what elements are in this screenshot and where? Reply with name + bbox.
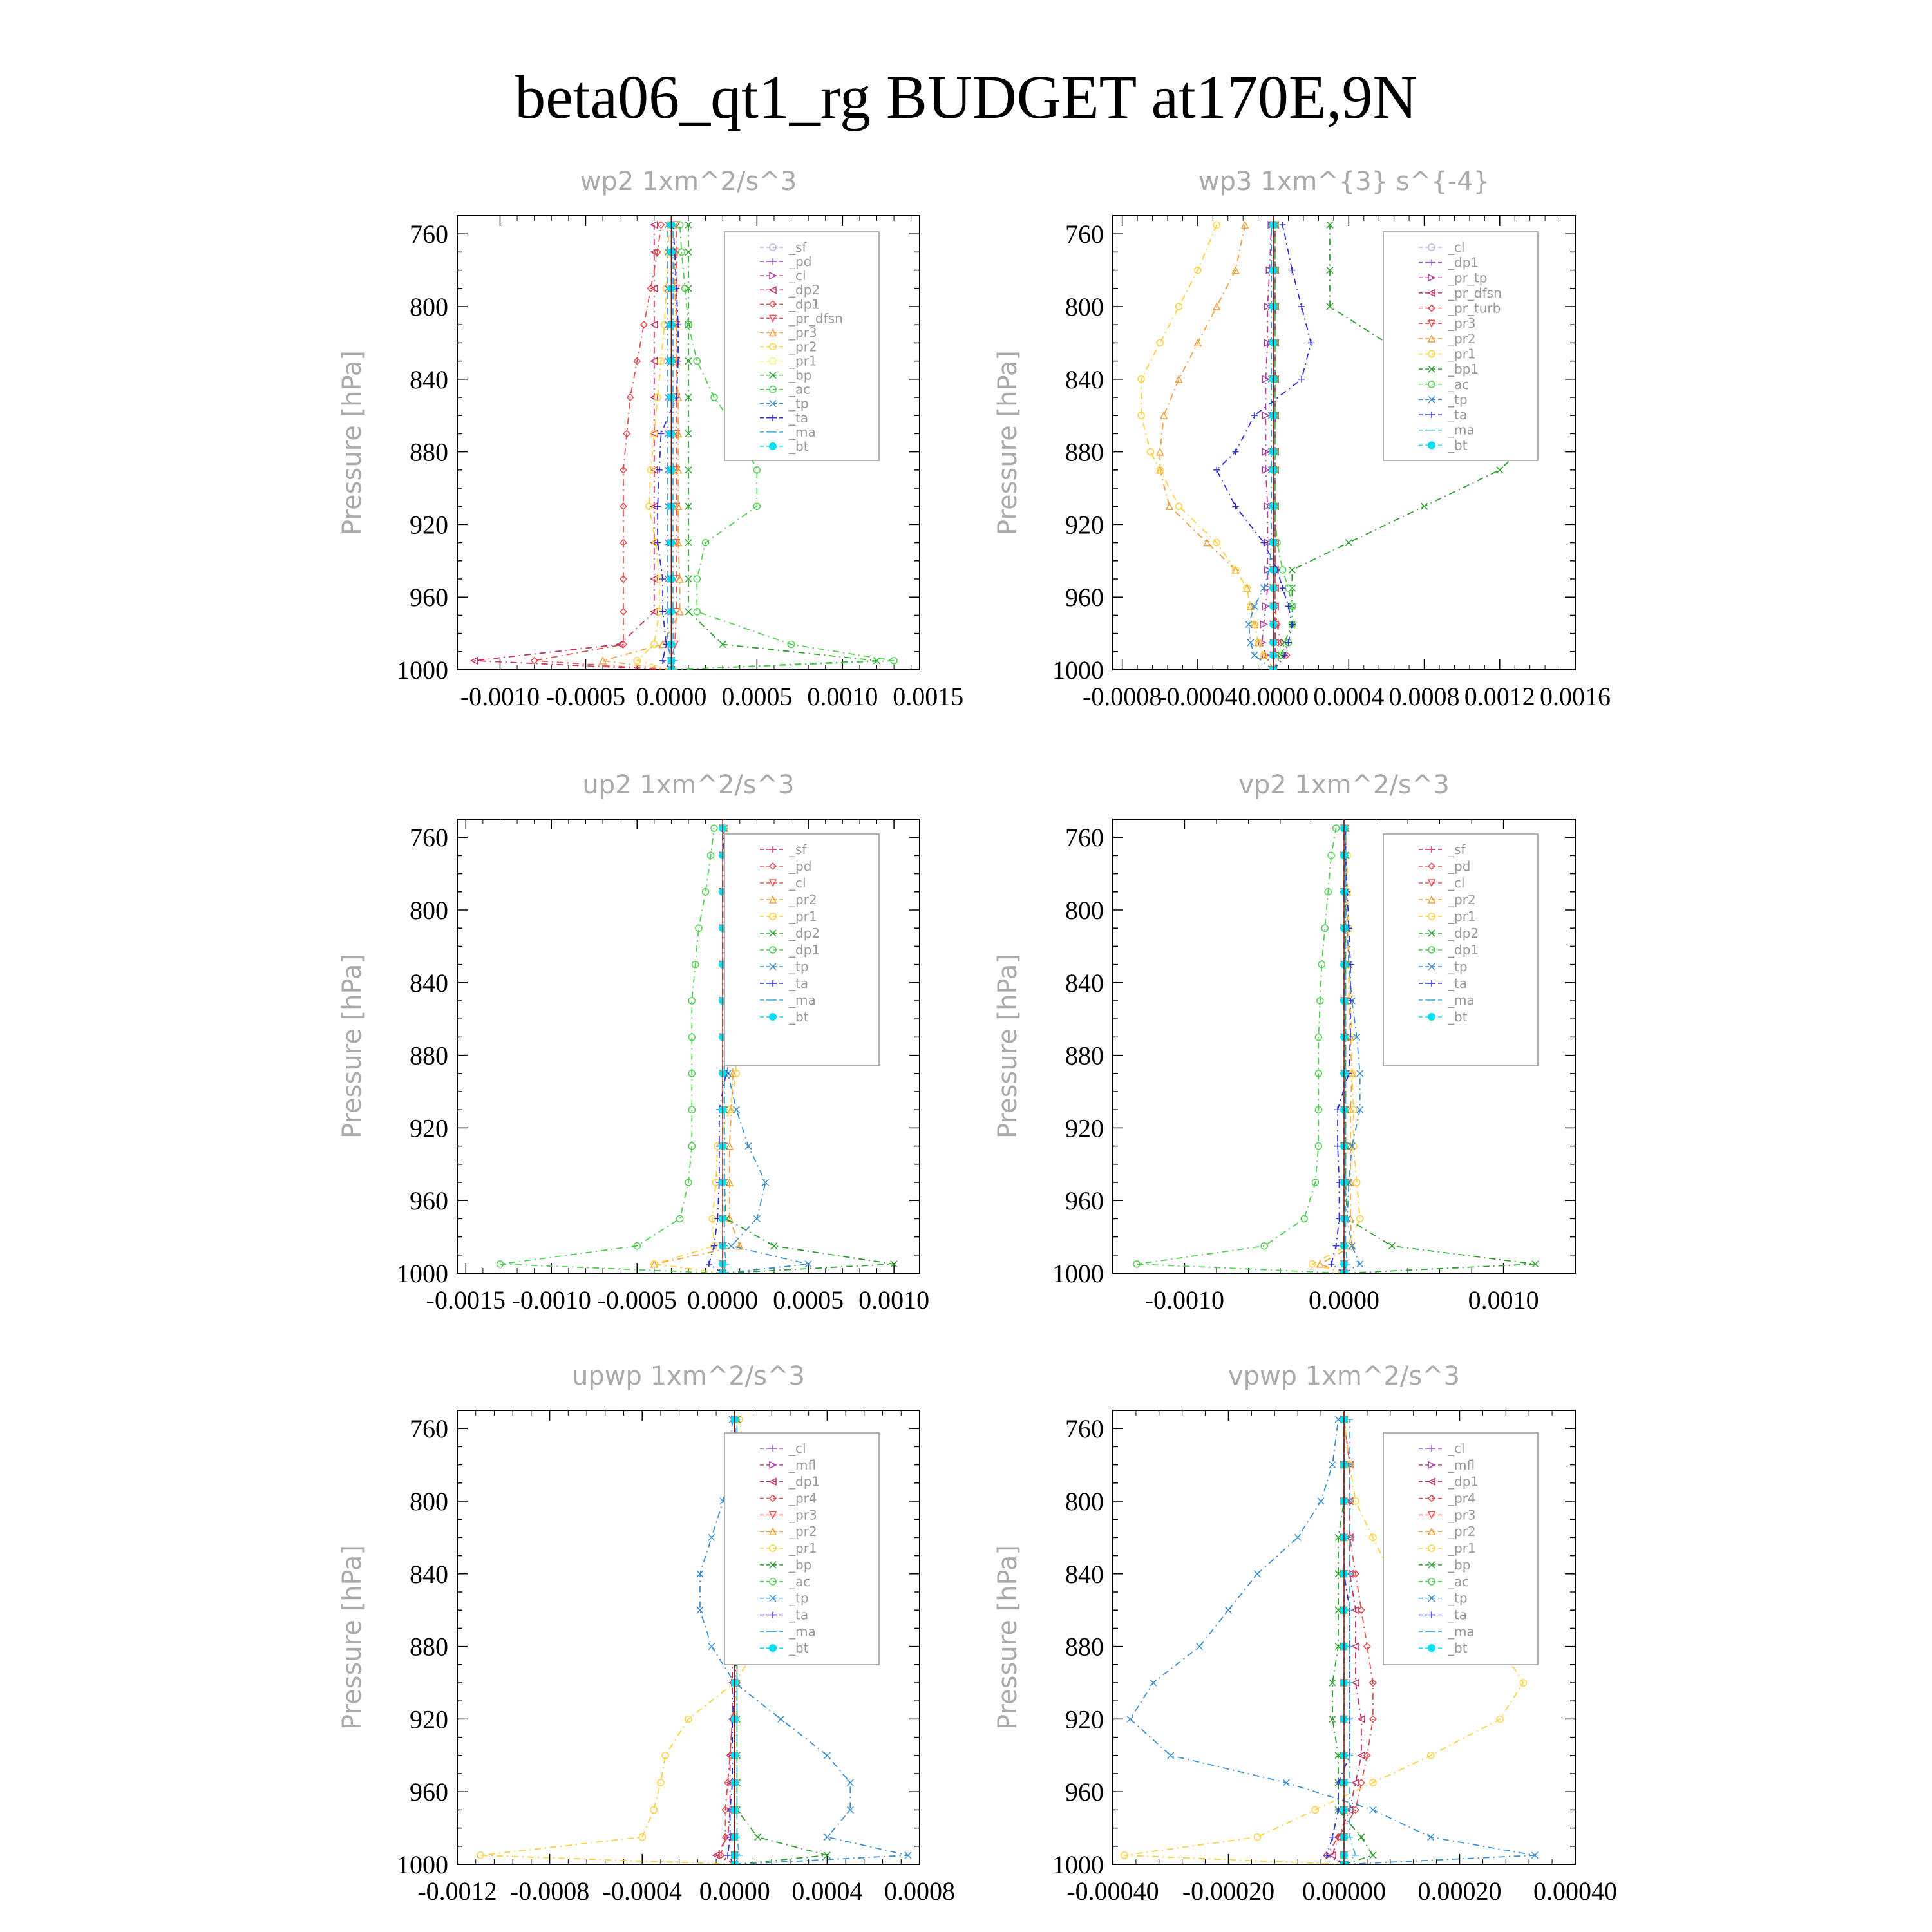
legend-label: _tp (1448, 1590, 1468, 1606)
series-line-dp1 (1329, 1416, 1365, 1868)
legend-label: _bt (1448, 437, 1468, 453)
legend-label: _ma (789, 424, 816, 440)
y-tick-label: 880 (410, 437, 448, 467)
legend-label: _pr2 (789, 339, 817, 355)
x-tick-label: -0.0012 (417, 1877, 497, 1906)
legend-label: _dp2 (1448, 925, 1479, 941)
legend-label: _ta (1448, 407, 1468, 423)
x-tick-label: 0.0008 (884, 1877, 955, 1906)
legend-label: _tp (789, 395, 809, 412)
y-tick-label: 920 (1065, 510, 1104, 540)
legend-label: _pd (789, 858, 812, 874)
legend-label: _ta (789, 976, 809, 991)
x-tick-label: -0.0010 (1144, 1285, 1225, 1314)
y-axis-label: Pressure [hPa] (993, 350, 1023, 535)
y-tick-label: 1000 (1052, 1850, 1104, 1879)
legend-label: _bp (789, 1557, 812, 1573)
x-tick-label: 0.0004 (1313, 682, 1385, 711)
legend-label: _ac (1448, 376, 1470, 392)
y-axis-label: Pressure [hPa] (993, 954, 1023, 1139)
y-tick-label: 840 (410, 968, 448, 998)
legend-label: _pd (789, 254, 812, 270)
legend-label: _ac (1448, 1573, 1470, 1589)
chart-panel (337, 770, 929, 1314)
legend-label: _ta (1448, 1607, 1468, 1623)
legend-label: _dp2 (789, 925, 820, 941)
legend-label: _sf (789, 842, 807, 857)
x-tick-label: 0.0004 (791, 1877, 863, 1906)
legend-label: _ta (789, 1607, 809, 1623)
legend-label: _pr1 (789, 353, 817, 369)
figure-title: beta06_qt1_rg BUDGET at170E,9N (515, 62, 1417, 131)
legend (1383, 232, 1538, 460)
legend-label: _pr2 (1448, 330, 1476, 346)
y-tick-label: 960 (1065, 583, 1104, 612)
x-tick-label: -0.00020 (1182, 1877, 1275, 1906)
legend-label: _ac (789, 1573, 811, 1589)
legend-label: _pr3 (789, 1507, 817, 1523)
x-tick-label: -0.0010 (460, 682, 540, 711)
legend-label: _ma (1448, 992, 1475, 1008)
legend-label: _pr3 (1448, 1507, 1476, 1523)
x-tick-label: 0.0010 (858, 1285, 930, 1314)
series-line-pr2 (1157, 222, 1276, 673)
x-tick-label: -0.0008 (509, 1877, 590, 1906)
legend-label: _pr1 (789, 1540, 817, 1557)
y-axis-label: Pressure [hPa] (337, 1545, 367, 1730)
series-line-dp2 (471, 222, 675, 673)
x-tick-label: 0.0005 (721, 682, 793, 711)
legend-label: _dp1 (789, 942, 820, 958)
legend-label: _dp1 (1448, 1473, 1479, 1490)
x-tick-label: -0.0005 (597, 1285, 677, 1314)
legend-label: _bt (1448, 1640, 1468, 1656)
y-tick-label: 800 (1065, 292, 1104, 321)
legend (1383, 834, 1538, 1066)
legend-label: _sf (1448, 842, 1466, 857)
y-tick-label: 880 (1065, 437, 1104, 467)
legend (724, 834, 879, 1066)
legend-label: _cl (1448, 875, 1465, 891)
y-tick-label: 880 (410, 1632, 448, 1662)
x-tick-label: 0.0005 (773, 1285, 844, 1314)
legend-label: _dp1 (1448, 254, 1479, 270)
y-axis-label: Pressure [hPa] (337, 954, 367, 1139)
legend-label: _pr_tp (1448, 270, 1488, 286)
y-tick-label: 880 (1065, 1041, 1104, 1070)
series-line-dp1 (1133, 825, 1347, 1276)
y-tick-label: 800 (1065, 1487, 1104, 1516)
x-tick-label: 0.0000 (1309, 1285, 1379, 1314)
x-tick-label: 0.0000 (1238, 682, 1309, 711)
y-tick-label: 760 (1065, 823, 1104, 853)
chart-panel (993, 770, 1575, 1314)
x-tick-label: 0.0008 (1388, 682, 1460, 711)
legend-label: _mfl (1448, 1457, 1475, 1473)
x-tick-label: 0.0016 (1540, 682, 1611, 711)
x-tick-label: 0.0015 (893, 682, 964, 711)
legend-label: _ac (789, 381, 811, 397)
legend-label: _bt (789, 1640, 809, 1656)
x-tick-label: 0.0000 (636, 682, 707, 711)
series-line-dp1 (497, 825, 726, 1276)
y-axis-label: Pressure [hPa] (337, 350, 367, 535)
legend-label: _ma (1448, 1624, 1475, 1640)
y-tick-label: 840 (410, 365, 448, 394)
legend-label: _cl (789, 1441, 806, 1456)
chart-panel (337, 1361, 955, 1906)
x-tick-label: 0.0000 (687, 1285, 759, 1314)
y-tick-label: 1000 (397, 1850, 448, 1879)
y-tick-label: 960 (410, 1186, 448, 1216)
y-tick-label: 960 (1065, 1186, 1104, 1216)
legend-label: _pr3 (789, 325, 817, 341)
y-tick-label: 1000 (397, 656, 448, 685)
x-tick-label: -0.0015 (426, 1285, 506, 1314)
y-tick-label: 760 (1065, 1414, 1104, 1444)
y-tick-label: 800 (410, 1487, 448, 1516)
legend-label: _pr1 (1448, 1540, 1476, 1557)
legend-label: _tp (1448, 959, 1468, 974)
legend-label: _bp1 (1448, 361, 1479, 377)
y-tick-label: 920 (1065, 1705, 1104, 1734)
x-tick-label: -0.0004 (1158, 682, 1238, 711)
y-tick-label: 880 (1065, 1632, 1104, 1662)
legend-label: _pr3 (1448, 316, 1476, 332)
legend-label: _pr_turb (1448, 300, 1501, 316)
x-tick-label: -0.00040 (1066, 1877, 1159, 1906)
y-tick-label: 760 (410, 220, 448, 249)
legend-label: _dp2 (789, 282, 820, 298)
legend-label: _bp (789, 367, 812, 383)
legend-label: _ma (789, 992, 816, 1008)
legend-label: _bt (1448, 1009, 1468, 1025)
chart-title: up2 1xm^2/s^3 (582, 770, 795, 800)
legend-label: _cl (1448, 1441, 1465, 1456)
chart-title: wp3 1xm^{3} s^{-4} (1198, 167, 1490, 196)
legend-label: _pr1 (789, 909, 817, 924)
legend-label: _dp1 (1448, 942, 1479, 958)
series-line-ta (1213, 222, 1314, 673)
y-tick-label: 960 (410, 1777, 448, 1807)
legend-label: _sf (789, 240, 807, 255)
x-tick-label: 0.0010 (807, 682, 878, 711)
y-tick-label: 960 (410, 583, 448, 612)
y-tick-label: 760 (1065, 220, 1104, 249)
y-tick-label: 800 (1065, 896, 1104, 925)
legend-label: _tp (1448, 392, 1468, 408)
chart-title: vp2 1xm^2/s^3 (1238, 770, 1450, 800)
x-tick-label: 0.00000 (1302, 1877, 1386, 1906)
legend-label: _bp (1448, 1557, 1471, 1573)
legend-label: _cl (789, 875, 806, 891)
legend-label: _pr4 (789, 1490, 817, 1506)
y-tick-label: 1000 (1052, 1259, 1104, 1288)
y-tick-label: 840 (410, 1559, 448, 1589)
x-tick-label: -0.0004 (602, 1877, 682, 1906)
y-tick-label: 1000 (397, 1259, 448, 1288)
x-tick-label: 0.0010 (1468, 1285, 1539, 1314)
chart-title: wp2 1xm^2/s^3 (580, 167, 797, 196)
y-tick-label: 920 (410, 1113, 448, 1143)
x-tick-label: -0.0010 (511, 1285, 591, 1314)
legend-label: _pr1 (1448, 909, 1476, 924)
x-tick-label: -0.0008 (1082, 682, 1162, 711)
y-tick-label: 1000 (1052, 656, 1104, 685)
chart-panel (993, 167, 1611, 711)
y-tick-label: 760 (410, 1414, 448, 1444)
legend-label: _pr2 (1448, 892, 1476, 907)
x-tick-label: 0.0012 (1464, 682, 1535, 711)
legend-label: _cl (789, 268, 806, 284)
series-line-dp1 (531, 222, 675, 673)
x-tick-label: 0.00040 (1533, 1877, 1617, 1906)
legend-label: _pr4 (1448, 1490, 1476, 1506)
legend-label: _ma (789, 1624, 816, 1640)
chart-panel (337, 167, 963, 711)
legend-label: _pd (1448, 858, 1471, 874)
legend-label: _mfl (789, 1457, 817, 1473)
legend-label: _pr2 (1448, 1524, 1476, 1540)
legend (724, 232, 879, 460)
y-tick-label: 920 (410, 510, 448, 540)
legend (1383, 1433, 1538, 1665)
x-tick-label: 0.00020 (1417, 1877, 1502, 1906)
chart-title: upwp 1xm^2/s^3 (572, 1361, 805, 1391)
legend-label: _pr_dfsn (789, 310, 843, 327)
y-axis-label: Pressure [hPa] (993, 1545, 1023, 1730)
y-tick-label: 840 (1065, 365, 1104, 394)
legend-label: _bt (789, 1009, 809, 1025)
chart-panel (993, 1361, 1617, 1906)
chart-title: vpwp 1xm^2/s^3 (1227, 1361, 1461, 1391)
legend-label: _dp1 (789, 1473, 820, 1490)
legend-label: _tp (789, 959, 809, 974)
series-line-pr2 (1317, 825, 1356, 1276)
y-tick-label: 760 (410, 823, 448, 853)
y-tick-label: 880 (410, 1041, 448, 1070)
series-line-pr1 (1309, 825, 1363, 1276)
legend-label: _tp (789, 1590, 809, 1606)
y-tick-label: 920 (410, 1705, 448, 1734)
y-tick-label: 800 (410, 292, 448, 321)
legend-label: _pr_dfsn (1448, 285, 1502, 301)
series-line-bp (1329, 1416, 1376, 1868)
legend-label: _ma (1448, 422, 1475, 438)
legend-label: _ta (789, 410, 809, 426)
legend-label: _bt (789, 438, 809, 454)
x-tick-label: -0.0005 (545, 682, 626, 711)
y-tick-label: 800 (410, 896, 448, 925)
x-tick-label: 0.0000 (699, 1877, 770, 1906)
legend-label: _ta (1448, 976, 1468, 991)
legend-label: _pr2 (789, 1524, 817, 1540)
legend-label: _pr2 (789, 892, 817, 907)
legend-label: _pr1 (1448, 346, 1476, 362)
y-tick-label: 840 (1065, 968, 1104, 998)
legend-label: _cl (1448, 240, 1465, 255)
y-tick-label: 920 (1065, 1113, 1104, 1143)
legend (724, 1433, 879, 1665)
y-tick-label: 840 (1065, 1559, 1104, 1589)
legend-label: _dp1 (789, 296, 820, 312)
y-tick-label: 960 (1065, 1777, 1104, 1807)
